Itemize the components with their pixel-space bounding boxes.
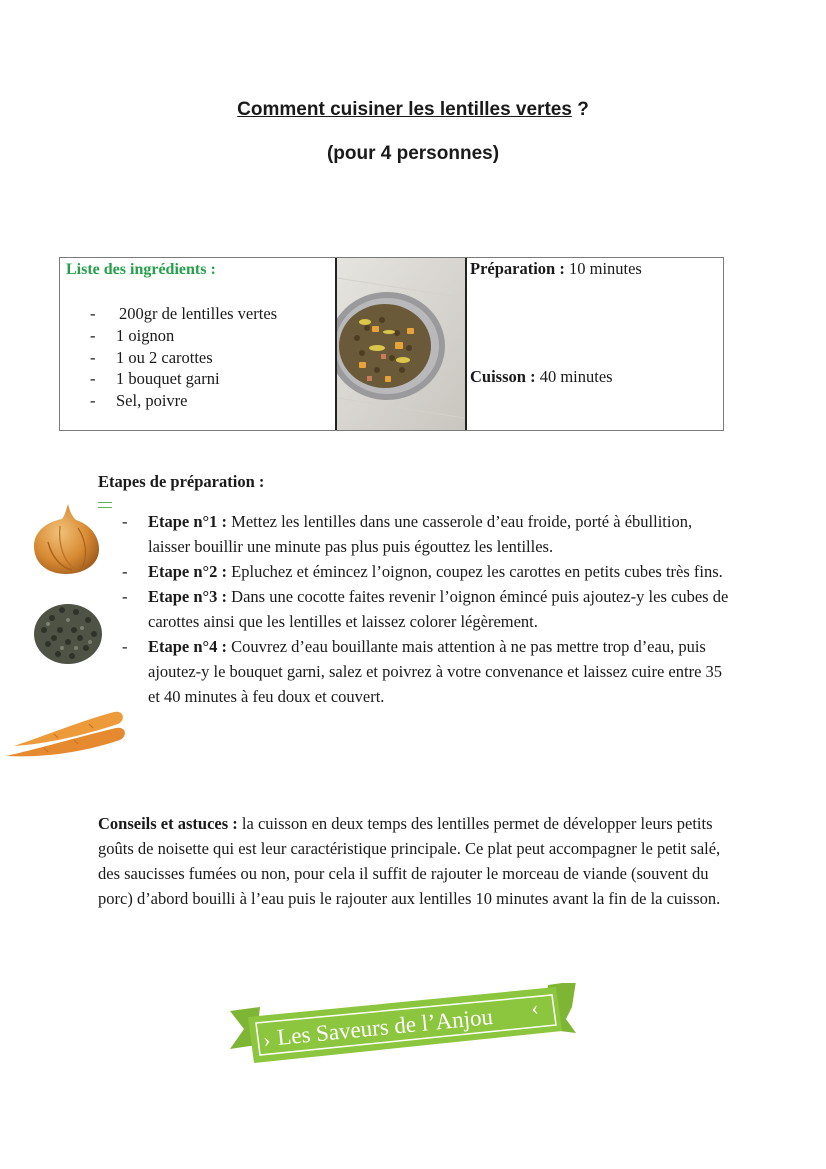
ingredient-item: - 200gr de lentilles vertes <box>90 304 278 323</box>
tips-text: la cuisson en deux temps des lentilles permet de développer leurs petits goûts de noisette qui est leur caractéristique principale. Ce plat peut accompagner le petit salé, des saucisses fumées ou non, pour cela il suffit de rajouter le morceau de viande (souvent du porc) d’abord bouilli à l’eau puis le rajouter aux lentilles 10 minutes avant la fin de la cuisson. <box>98 814 721 908</box>
step-text: Couvrez d’eau bouillante mais attention à ne pas mettre trop d’eau, puis ajoutez-y le bouquet garni, salez et poivrez à votre convenance et laissez cuire entre 35 et 40 minutes à feu doux et couvert. <box>148 637 723 706</box>
step-label: Etape n°4 : <box>148 637 228 656</box>
saveurs-anjou-logo <box>226 983 580 1067</box>
title-suffix: ? <box>571 99 589 120</box>
ingredient-item: - 1 bouquet garni <box>90 369 220 389</box>
step-item: - Etape n°4 : Couvrez d’eau bouillante mais attention à ne pas mettre trop d’eau, puis ajoutez-y le bouquet garni, salez et poivrez à votre convenance et laissez cuire entre 35 et 40 minutes à feu doux et couvert. <box>122 637 723 706</box>
carrot-icon <box>4 706 130 762</box>
svg-text:›: › <box>262 1027 272 1052</box>
cuisson-label: Cuisson : <box>470 367 536 386</box>
page-subtitle: (pour 4 personnes) <box>326 143 500 164</box>
step-label: Etape n°1 : <box>148 512 228 531</box>
ingredient-item: - Sel, poivre <box>90 391 188 411</box>
ingredients-heading: Liste des ingrédients : <box>66 261 216 278</box>
ingredient-item: - 1 ou 2 carottes <box>90 347 213 367</box>
lentil-dish-photo <box>335 258 467 430</box>
tips-label: Conseils et astuces : <box>98 814 238 833</box>
svg-text:‹: ‹ <box>530 995 540 1020</box>
ingredients-list <box>90 303 277 412</box>
recipe-summary-table <box>59 257 724 431</box>
logo-text: Les Saveurs de l’Anjou <box>276 1003 495 1050</box>
lentils-pile-icon <box>32 600 104 666</box>
title-main: Comment cuisiner les lentilles vertes <box>237 99 572 120</box>
step-text: Epluchez et émincez l’oignon, coupez les carottes en petits cubes très fins. <box>231 562 723 581</box>
cooking-time <box>470 367 613 387</box>
step-text: Dans une cocotte faites revenir l’oignon émincé puis ajoutez-y les cubes de carottes ainsi que les lentilles et laissez colorer légèrement. <box>148 587 729 631</box>
cuisson-value: 40 minutes <box>539 367 613 386</box>
ingredients-cell <box>60 258 335 430</box>
steps-heading: Etapes de préparation : <box>98 472 265 491</box>
step-item: - Etape n°2 : Epluchez et émincez l’oignon, coupez les carottes en petits cubes très fins. <box>122 562 723 581</box>
step-item: - Etape n°1 : Mettez les lentilles dans une casserole d’eau froide, porté à ébullition, laisser bouillir une minute pas plus puis égouttez les lentilles. <box>122 512 693 556</box>
step-item: - Etape n°3 : Dans une cocotte faites revenir l’oignon émincé puis ajoutez-y les cubes de carottes ainsi que les lentilles et laissez colorer légèrement. <box>122 587 729 631</box>
step-label: Etape n°3 : <box>148 587 228 606</box>
step-label: Etape n°2 : <box>148 562 228 581</box>
tips-paragraph <box>98 811 734 911</box>
steps-list <box>122 509 736 709</box>
onion-icon <box>28 502 104 576</box>
preparation-time <box>470 259 642 279</box>
page-title <box>0 99 826 121</box>
preparation-label: Préparation : <box>470 259 565 278</box>
step-text: Mettez les lentilles dans une casserole d’eau froide, porté à ébullition, laisser bouillir une minute pas plus puis égouttez les lentilles. <box>148 512 693 556</box>
preparation-value: 10 minutes <box>568 259 642 278</box>
times-cell <box>467 258 723 430</box>
ingredient-item: - 1 oignon <box>90 325 175 345</box>
